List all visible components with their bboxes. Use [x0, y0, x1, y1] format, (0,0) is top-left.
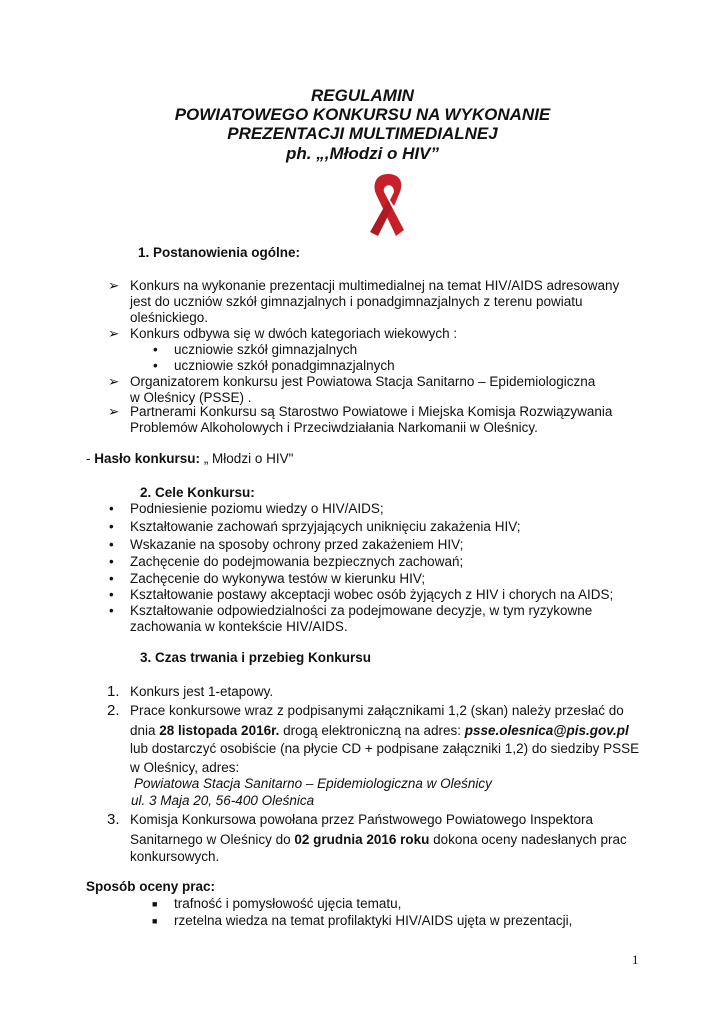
- section-2-heading: 2. Cele Konkursu:: [140, 485, 255, 500]
- paragraph-line: lub dostarczyć osobiście (na płycie CD + podpisane załączniki 1,2) do siedziby PSSE: [130, 741, 640, 756]
- paragraph-line: konkursowych.: [130, 849, 220, 864]
- paragraph-line: Prace konkursowe wraz z podpisanymi załącznikami 1,2 (skan) należy przesłać do: [130, 703, 624, 718]
- email-address: psse.olesnica@pis.gov.pl: [464, 723, 629, 738]
- list-number: 1.: [107, 683, 120, 700]
- goal-item: Kształtowanie zachowań sprzyjających uniknięciu zakażenia HIV;: [130, 519, 521, 534]
- paragraph-line: Komisja Konkursowa powołana przez Państwowego Powiatowego Inspektora: [130, 812, 594, 827]
- evaluation-heading: Sposób oceny prac:: [86, 879, 216, 894]
- slogan-line: - Hasło konkursu: „ Młodzi o HIV": [86, 451, 294, 466]
- category-item: uczniowie szkół ponadgimnazjalnych: [174, 358, 395, 373]
- goal-item: Kształtowanie odpowiedzialności za podejmowane decyzje, w tym ryzykowne: [130, 603, 593, 618]
- paragraph-line: w Oleśnicy, adres:: [130, 760, 240, 775]
- bullet-icon: •: [109, 554, 114, 569]
- goal-item: Kształtowanie postawy akceptacji wobec osób żyjących z HIV i chorych na AIDS;: [130, 587, 614, 602]
- address-line: ul. 3 Maja 20, 56-400 Oleśnica: [131, 793, 315, 808]
- bullet-icon: •: [109, 519, 114, 534]
- bullet-icon: •: [109, 501, 114, 516]
- category-item: uczniowie szkół gimnazjalnych: [174, 342, 358, 357]
- arrow-bullet-icon: ➢: [108, 326, 120, 341]
- goal-item: Zachęcenie do podejmowania bezpiecznych zachowań;: [130, 554, 464, 569]
- bullet-icon: •: [109, 603, 114, 618]
- bullet-icon: •: [153, 342, 158, 357]
- paragraph-line: Konkurs odbywa się w dwóch kategoriach wiekowych :: [130, 326, 458, 341]
- section-1-heading: 1. Postanowienia ogólne:: [138, 245, 301, 260]
- square-bullet-icon: ■: [152, 916, 158, 926]
- paragraph-line: jest do uczniów szkół gimnazjalnych i ponadgimnazjalnych z terenu powiatu: [130, 294, 583, 309]
- list-number: 2.: [107, 702, 120, 719]
- paragraph-line: Sanitarnego w Oleśnicy do 02 grudnia 2016 roku dokona oceny nadesłanych prac: [130, 832, 627, 847]
- evaluation-item: rzetelna wiedza na temat profilaktyki HIV/AIDS ujęta w prezentacji,: [174, 913, 573, 928]
- bullet-icon: •: [109, 537, 114, 552]
- paragraph-line: Organizatorem konkursu jest Powiatowa Stacja Sanitarno – Epidemiologiczna: [130, 374, 596, 389]
- paragraph-line: Konkurs na wykonanie prezentacji multimedialnej na temat HIV/AIDS adresowany: [130, 278, 620, 293]
- square-bullet-icon: ■: [152, 899, 158, 909]
- title-line-4: ph. „,Młodzi o HIV”: [286, 144, 439, 163]
- goal-item: Wskazanie na sposoby ochrony przed zakażeniem HIV;: [130, 537, 464, 552]
- list-number: 3.: [107, 811, 120, 828]
- paragraph-line: w Oleśnicy (PSSE) .: [130, 390, 252, 405]
- arrow-bullet-icon: ➢: [108, 404, 120, 419]
- goal-item: Podniesienie poziomu wiedzy o HIV/AIDS;: [130, 501, 384, 516]
- red-ribbon-icon: [362, 170, 414, 240]
- arrow-bullet-icon: ➢: [108, 278, 120, 293]
- bullet-icon: •: [153, 358, 158, 373]
- title-line-3: PREZENTACJI MULTIMEDIALNEJ: [227, 124, 498, 143]
- page-number: 1: [632, 952, 639, 967]
- section-3-heading: 3. Czas trwania i przebieg Konkursu: [140, 650, 372, 665]
- goal-item: Zachęcenie do wykonywa testów w kierunku HIV;: [130, 571, 426, 586]
- paragraph-line: Konkurs jest 1-etapowy.: [130, 684, 274, 699]
- evaluation-item: trafność i pomysłowość ujęcia tematu,: [174, 896, 402, 911]
- bullet-icon: •: [109, 587, 114, 602]
- address-line: Powiatowa Stacja Sanitarno – Epidemiologiczna w Oleśnicy: [134, 776, 492, 791]
- title-line-2: POWIATOWEGO KONKURSU NA WYKONANIE: [174, 105, 551, 124]
- paragraph-line: dnia 28 listopada 2016r. drogą elektroniczną na adres: psse.olesnica@pis.gov.pl: [130, 723, 629, 738]
- paragraph-line: oleśnickiego.: [130, 310, 209, 325]
- arrow-bullet-icon: ➢: [108, 374, 120, 389]
- title-line-1: REGULAMIN: [311, 86, 414, 105]
- paragraph-line: zachowania w kontekście HIV/AIDS.: [130, 619, 348, 634]
- paragraph-line: Problemów Alkoholowych i Przeciwdziałania Narkomanii w Oleśnicy.: [130, 420, 538, 435]
- bullet-icon: •: [109, 571, 114, 586]
- paragraph-line: Partnerami Konkursu są Starostwo Powiatowe i Miejska Komisja Rozwiązywania: [130, 404, 613, 419]
